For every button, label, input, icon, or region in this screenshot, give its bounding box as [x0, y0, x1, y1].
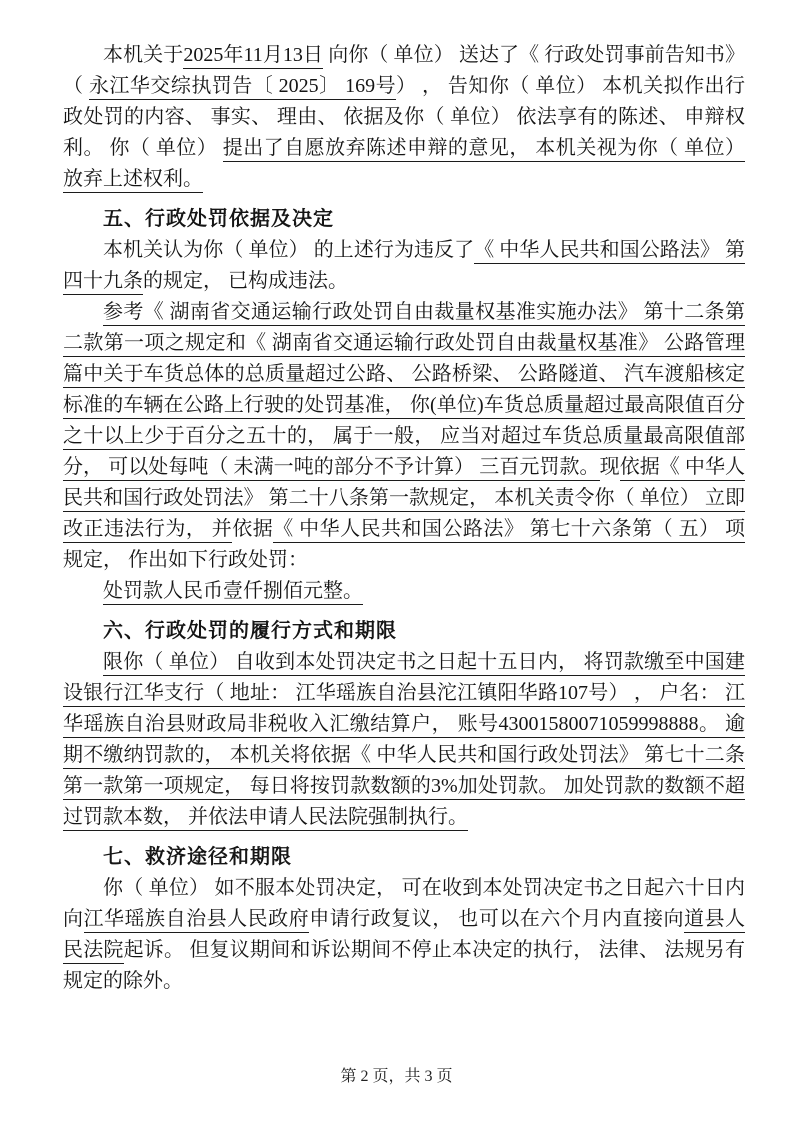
text-segment: 起诉。 但复议期间和诉讼期间不停止本决定的执行， 法律、 法规另有规定的除外。 — [63, 939, 746, 992]
paragraph — [63, 576, 745, 607]
underlined-field: 江华瑶族自治县人民政府 — [84, 908, 310, 933]
underlined-field: 《 中华人民共和国公路法》 第四十九条 — [63, 239, 745, 295]
underlined-field: 限你（ 单位） 自收到本处罚决定书之日起十五日内， 将罚款缴至中国建设银行江华支行（ 地址： 江华瑶族自治县沱江镇阳华路107号） ， 户名： 江华瑶族自治县财政局非税收入汇缴结算户， 账号43001580071059998888。 逾期不缴纳罚款的， 本机关将依据《 中华人民共和国行政处罚法》 第七十二条第一款第一项规定， 每日将按罚款数额的3%加处罚款。 加处罚款的数额不超过罚款本数， 并依法申请人民法院强制执行。 — [63, 651, 745, 831]
underlined-field: 参考《 湖南省交通运输行政处罚自由裁量权基准实施办法》 第十二条第二款第一项之规定和《 湖南省交通运输行政处罚自由裁量权基准》 公路管理篇中关于车货总体的总质量超过公路、 公路桥梁、 公路隧道、 汽车渡船核定标准的车辆在公路上行驶的处罚基准， 你(单位)车货总质量超过最高限值百分之十以上少于百分之五十的， 属于一般， 应当对超过车货总质量最高限值部分， 可以处每吨（ 未满一吨的部分不予计算） 三百元罚款。 — [63, 301, 745, 481]
text-segment: 现 — [599, 456, 620, 478]
text-segment: ） ， 告知你（ 单位） 本机关拟作出行政处罚的内容、 事实、 理由、 依据及你（ 单位） 依法享有的陈述、 申辩权利。 你（ 单位） — [63, 75, 746, 159]
paragraph — [63, 297, 745, 576]
text-segment: 依据 — [232, 518, 274, 540]
text-segment: 本机关认为你（ 单位） 的上述行为违反了 — [103, 239, 475, 261]
underlined-field: 提出了自愿放弃陈述申辩的意见， 本机关视为你（ 单位） 放弃上述权利。 — [63, 137, 745, 193]
section-heading: 七、救济途径和期限 — [103, 846, 292, 868]
section-heading: 六、行政处罚的履行方式和期限 — [103, 620, 397, 642]
document-body — [63, 40, 745, 997]
underlined-field: 处罚款人民币壹仟捌佰元整。 — [103, 580, 363, 605]
page-number: 第 2 页，共 3 页 — [340, 1068, 453, 1085]
text-segment: 你（ 单位） 如不服本处罚决定， 可在收到本处罚决定书之日起六十日内向 — [63, 877, 745, 930]
text-segment: 本机关于 — [103, 44, 184, 66]
section-heading: 五、行政处罚依据及决定 — [103, 208, 334, 230]
underlined-field: 2025年11月13日 — [183, 44, 323, 69]
text-segment: 的规定， 已构成违法。 — [143, 270, 348, 292]
underlined-field: 道县人民法院 — [63, 908, 745, 964]
text-segment: 规定， 作出如下行政处罚： — [63, 549, 308, 571]
text-segment: 向你（ 单位） 送达了《 行政处罚事前告知书》（ — [63, 44, 746, 97]
text-segment: 申请行政复议， 也可以在六个月内直接向 — [309, 908, 684, 930]
underlined-field: 永江华交综执罚告〔 2025〕 169号 — [89, 75, 396, 100]
paragraph — [63, 647, 745, 833]
paragraph — [63, 40, 745, 195]
underlined-field: 依据《 中华人民共和国行政处罚法》 第二十八条第一款规定， 本机关责令你（ 单位） 立即改正违法行为， 并 — [63, 456, 745, 543]
underlined-field: 《 中华人民共和国公路法》 第七十六条第（ 五） 项 — [273, 518, 745, 543]
paragraph — [63, 235, 745, 297]
paragraph — [63, 873, 745, 997]
